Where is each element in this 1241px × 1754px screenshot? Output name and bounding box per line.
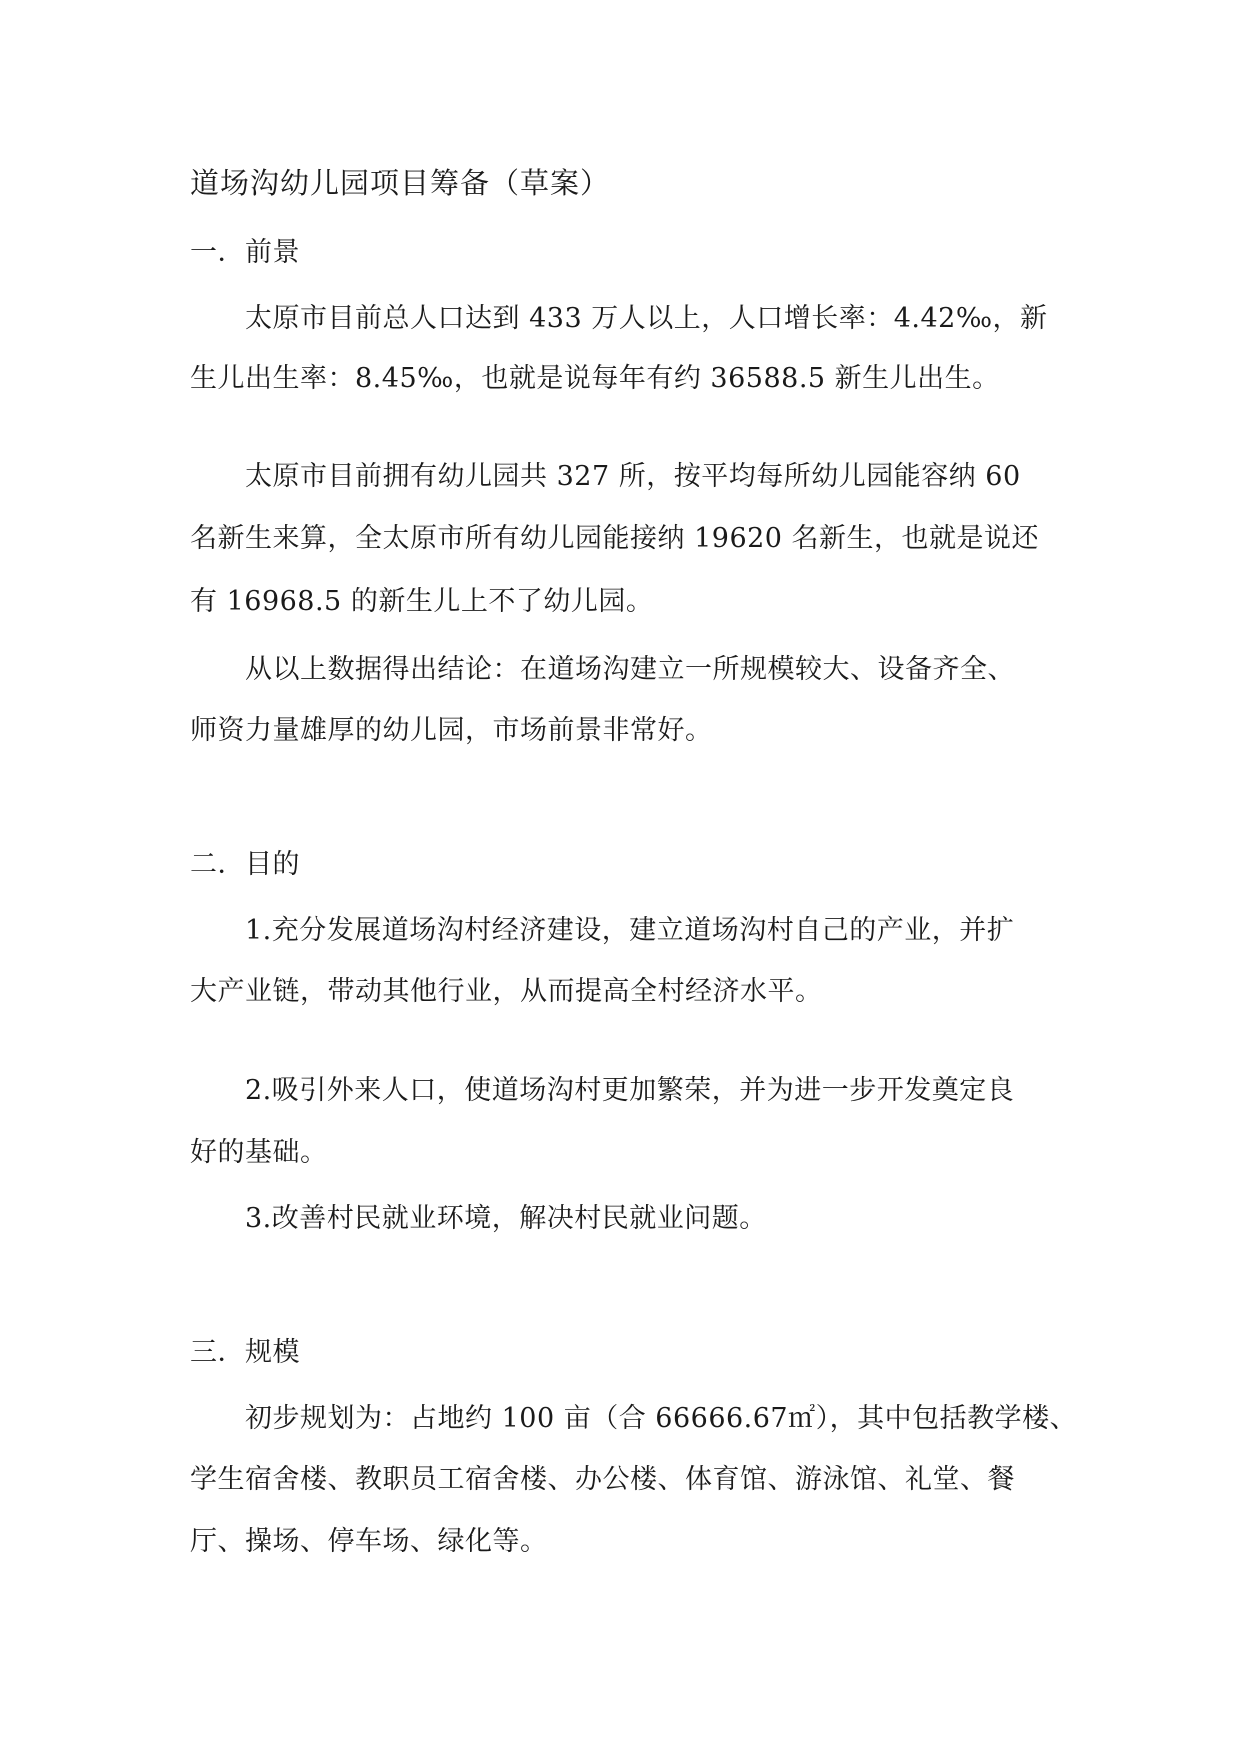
paragraph-line: 师资力量雄厚的幼儿园，市场前景非常好。	[190, 715, 713, 746]
paragraph-line: 生儿出生率：8.45‰，也就是说每年有约 36588.5 新生儿出生。	[190, 363, 1000, 394]
paragraph-line: 大产业链，带动其他行业，从而提高全村经济水平。	[190, 976, 823, 1007]
paragraph-line: 有 16968.5 的新生儿上不了幼儿园。	[190, 586, 654, 617]
document-title: 道场沟幼儿园项目筹备（草案）	[190, 166, 611, 200]
paragraph-line: 太原市目前拥有幼儿园共 327 所，按平均每所幼儿园能容纳 60	[245, 461, 1021, 492]
section-heading-outlook: 一．前景	[190, 237, 300, 268]
paragraph-line: 2.吸引外来人口，使道场沟村更加繁荣，并为进一步开发奠定良	[245, 1075, 1015, 1106]
section-heading-purpose: 二．目的	[190, 849, 300, 880]
paragraph-line: 名新生来算，全太原市所有幼儿园能接纳 19620 名新生，也就是说还	[190, 523, 1040, 554]
paragraph-line: 3.改善村民就业环境，解决村民就业问题。	[245, 1203, 767, 1234]
paragraph-line: 从以上数据得出结论：在道场沟建立一所规模较大、设备齐全、	[245, 654, 1015, 685]
section-heading-scale: 三．规模	[190, 1337, 300, 1368]
paragraph-line: 厅、操场、停车场、绿化等。	[190, 1526, 548, 1557]
paragraph-line: 太原市目前总人口达到 433 万人以上，人口增长率：4.42‰，新	[245, 303, 1048, 334]
paragraph-line: 学生宿舍楼、教职员工宿舍楼、办公楼、体育馆、游泳馆、礼堂、餐	[190, 1464, 1015, 1495]
paragraph-line: 1.充分发展道场沟村经济建设，建立道场沟村自己的产业，并扩	[245, 915, 1015, 946]
paragraph-line: 好的基础。	[190, 1137, 328, 1168]
paragraph-line: 初步规划为：占地约 100 亩（合 66666.67㎡），其中包括教学楼、	[245, 1403, 1078, 1434]
